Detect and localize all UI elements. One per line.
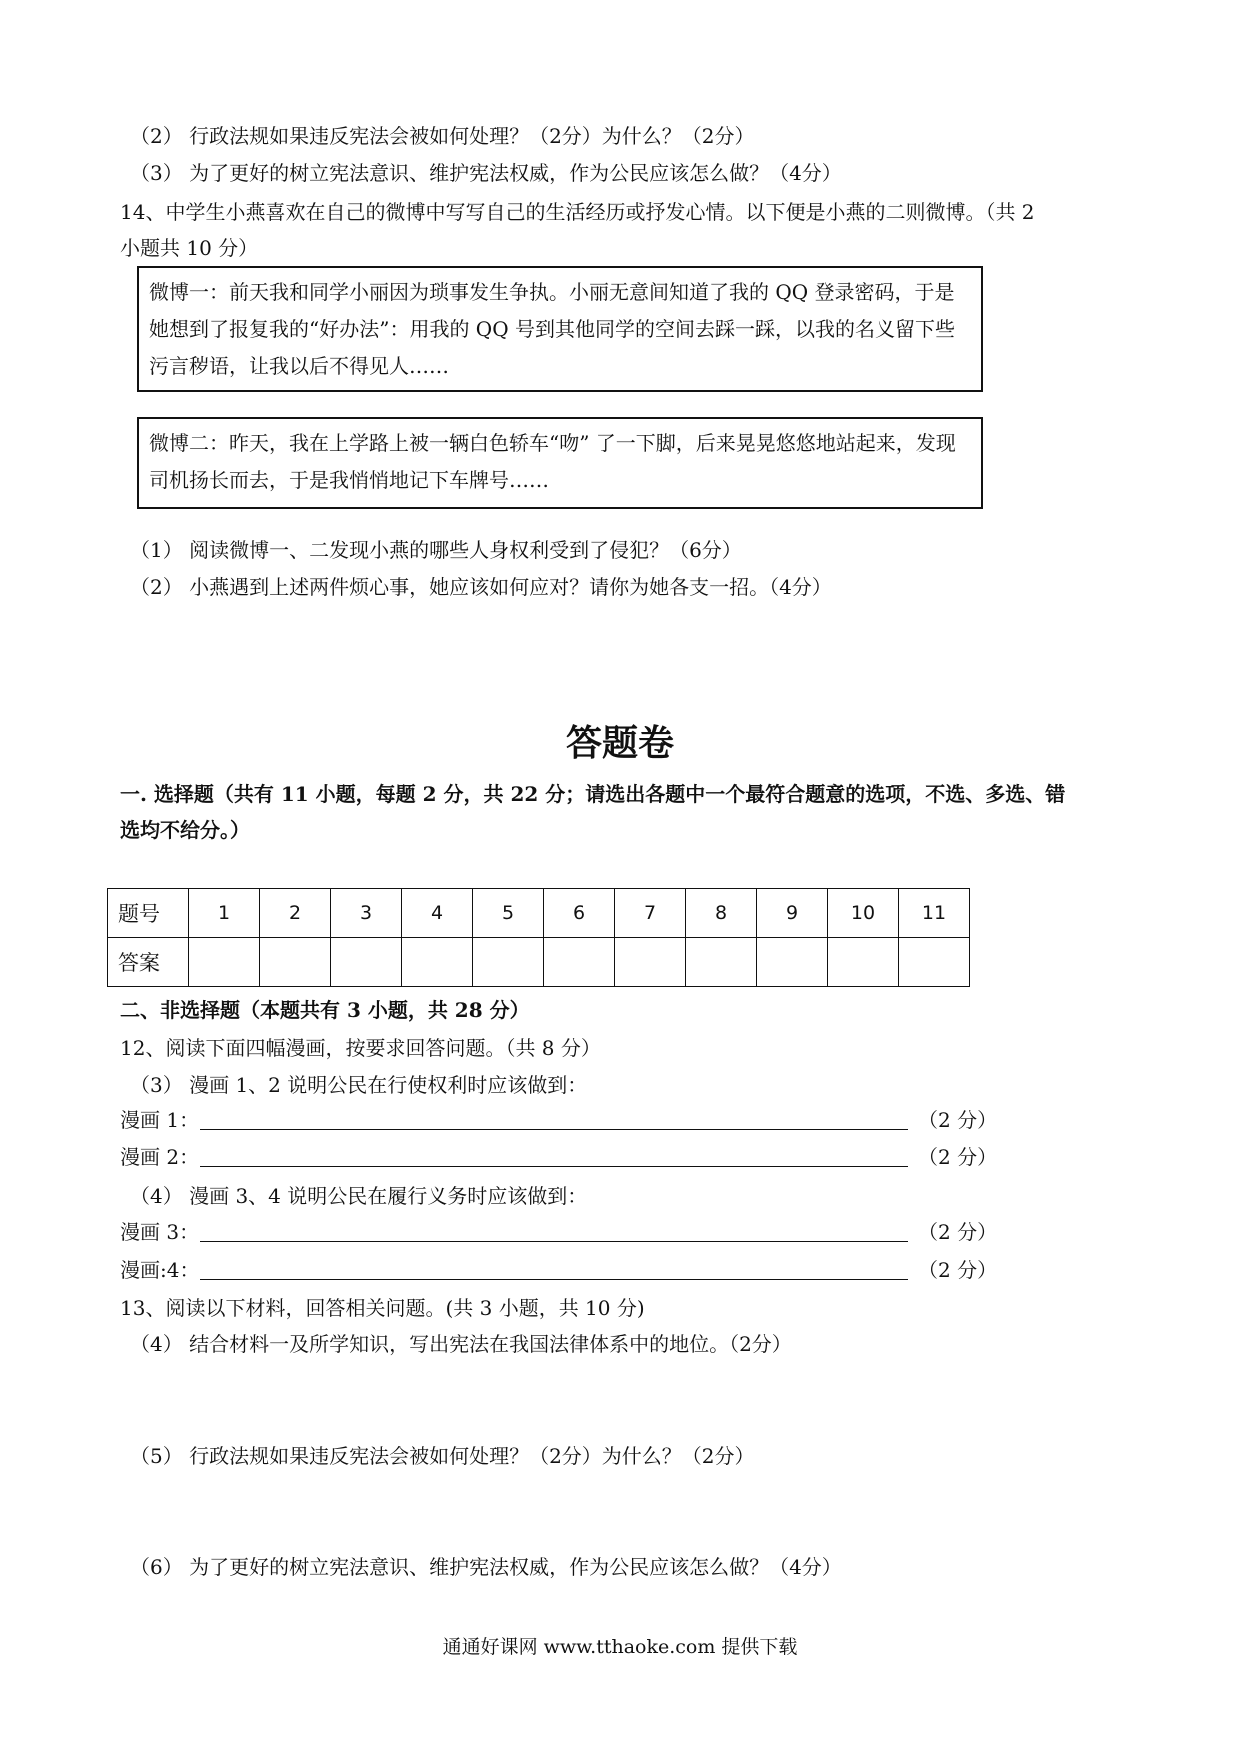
question-number: 6 — [544, 889, 615, 938]
comic-4-label: 漫画:4： — [120, 1258, 200, 1282]
question-14-line1: 14、中学生小燕喜欢在自己的微博中写写自己的生活经历或抒发心情。以下便是小燕的二则微博。（共 2 — [120, 200, 1035, 224]
answer-sheet-title: 答题卷 — [565, 723, 674, 764]
comic-3-label: 漫画 3： — [120, 1220, 200, 1244]
weibo-two-box — [137, 417, 983, 509]
answer-cell[interactable] — [686, 938, 757, 987]
question-13-3: （3） 为了更好的树立宪法意识、维护宪法权威，作为公民应该怎么做？（4分） — [130, 161, 842, 185]
question-14-line2: 小题共 10 分） — [120, 236, 259, 260]
comic-3-points: （2 分） — [918, 1220, 998, 1244]
question-14-1: （1） 阅读微博一、二发现小燕的哪些人身权利受到了侵犯？（6分） — [130, 538, 742, 562]
weibo-two-text: 微博二：昨天，我在上学路上被一辆白色轿车“吻” 了一下脚，后来晃晃悠悠地站起来，发现司机扬长而去，于是我悄悄地记下车牌号…… — [149, 431, 956, 492]
answer-cell[interactable] — [331, 938, 402, 987]
question-number: 10 — [828, 889, 899, 938]
comic-1-answer-line[interactable] — [200, 1105, 908, 1130]
table-row-answers — [108, 938, 970, 987]
question-number: 9 — [757, 889, 828, 938]
question-number: 11 — [899, 889, 970, 938]
answer-cell[interactable] — [402, 938, 473, 987]
question-number: 3 — [331, 889, 402, 938]
question-13: 13、阅读以下材料，回答相关问题。(共 3 小题，共 10 分) — [120, 1296, 645, 1320]
question-number: 4 — [402, 889, 473, 938]
answer-cell[interactable] — [615, 938, 686, 987]
weibo-one-box — [137, 266, 983, 392]
row-label-number: 题号 — [108, 889, 189, 938]
comic-4-points: （2 分） — [918, 1258, 998, 1282]
question-13-4: （4） 结合材料一及所学知识，写出宪法在我国法律体系中的地位。（2分） — [130, 1332, 792, 1356]
table-row-numbers — [108, 889, 970, 938]
question-13-6: （6） 为了更好的树立宪法意识、维护宪法权威，作为公民应该怎么做？（4分） — [130, 1555, 842, 1579]
answer-cell[interactable] — [189, 938, 260, 987]
comic-3-answer-row — [120, 1216, 997, 1246]
question-13-2: （2） 行政法规如果违反宪法会被如何处理？（2分）为什么？（2分） — [130, 124, 755, 148]
answer-table — [107, 888, 970, 987]
comic-2-label: 漫画 2： — [120, 1145, 200, 1169]
question-12-4: （4） 漫画 3、4 说明公民在履行义务时应该做到： — [130, 1184, 588, 1208]
question-number: 2 — [260, 889, 331, 938]
comic-1-points: （2 分） — [918, 1108, 998, 1132]
comic-1-label: 漫画 1： — [120, 1108, 200, 1132]
question-13-5: （5） 行政法规如果违反宪法会被如何处理？（2分）为什么？（2分） — [130, 1444, 755, 1468]
answer-cell[interactable] — [828, 938, 899, 987]
comic-2-points: （2 分） — [918, 1145, 998, 1169]
question-number: 7 — [615, 889, 686, 938]
page-footer: 通通好课网 www.tthaoke.com 提供下载 — [442, 1636, 798, 1658]
answer-cell[interactable] — [260, 938, 331, 987]
answer-cell[interactable] — [757, 938, 828, 987]
answer-cell[interactable] — [473, 938, 544, 987]
row-label-answer: 答案 — [108, 938, 189, 987]
comic-3-answer-line[interactable] — [200, 1217, 908, 1242]
question-12-3: （3） 漫画 1、2 说明公民在行使权利时应该做到： — [130, 1073, 588, 1097]
question-number: 5 — [473, 889, 544, 938]
answer-cell[interactable] — [544, 938, 615, 987]
question-number: 1 — [189, 889, 260, 938]
comic-4-answer-row — [120, 1254, 997, 1284]
section-two-heading: 二、非选择题（本题共有 3 小题，共 28 分） — [120, 998, 530, 1022]
question-12: 12、阅读下面四幅漫画，按要求回答问题。（共 8 分） — [120, 1036, 601, 1060]
answer-cell[interactable] — [899, 938, 970, 987]
comic-2-answer-row — [120, 1141, 997, 1171]
section-one-heading-line1: 一. 选择题（共有 11 小题，每题 2 分，共 22 分；请选出各题中一个最符合题意的选项，不选、多选、错 — [120, 782, 1066, 806]
question-number: 8 — [686, 889, 757, 938]
section-one-heading-line2: 选均不给分。） — [120, 818, 250, 842]
weibo-one-text: 微博一：前天我和同学小丽因为琐事发生争执。小丽无意间知道了我的 QQ 登录密码，于是她想到了报复我的“好办法”：用我的 QQ 号到其他同学的空间去踩一踩，以我的名义留下些污言秽语，让我以后不得见人…… — [149, 280, 955, 378]
comic-4-answer-line[interactable] — [200, 1255, 908, 1280]
question-14-2: （2） 小燕遇到上述两件烦心事，她应该如何应对？请你为她各支一招。（4分） — [130, 575, 832, 599]
comic-1-answer-row — [120, 1104, 997, 1134]
comic-2-answer-line[interactable] — [200, 1142, 908, 1167]
